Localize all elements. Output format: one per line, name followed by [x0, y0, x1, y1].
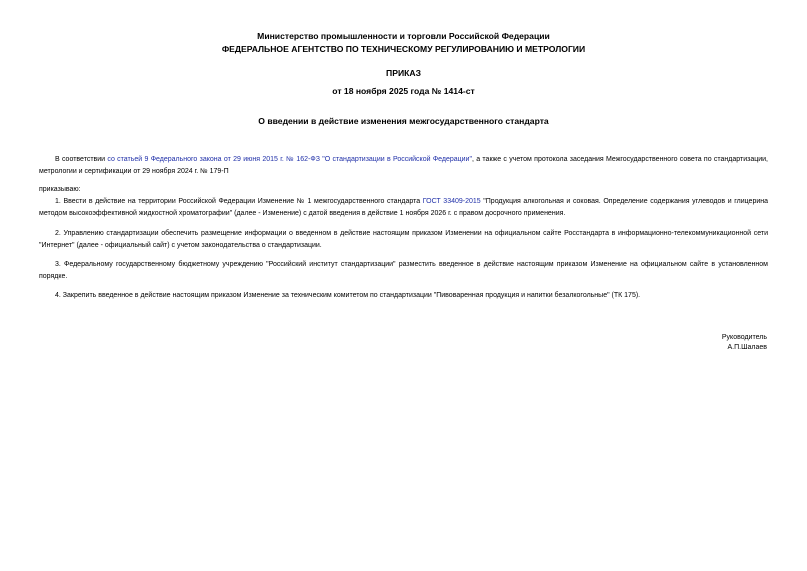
order-item-1: [39, 196, 768, 220]
signatory-position: Руководитель: [721, 334, 767, 341]
intro-suffix: , а также с учетом протокола заседания Межгосударственного совета по стандартизации, метрологии и сертификации от 29 ноября 2024 г. № 179-П: [39, 156, 768, 175]
order-item-4: 4. Закрепить введенное в действие настоящим приказом Изменение за техническим комитетом по стандартизации "Пивоваренная продукция и напитки безалкогольные" (ТК 175).: [55, 292, 641, 299]
ordered-label: приказываю:: [39, 186, 81, 193]
item-1-prefix: 1. Ввести в действие на территории Российской Федерации Изменение № 1 межгосударственного стандарта: [55, 198, 423, 205]
intro-prefix: В соответствии: [55, 156, 108, 163]
document-date-number: от 18 ноября 2025 года № 1414-ст: [332, 86, 475, 96]
ministry-name: Министерство промышленности и торговли Российской Федерации: [257, 31, 550, 41]
signatory-name: А.П.Шалаев: [727, 344, 767, 351]
document-subject: О введении в действие изменения межгосударственного стандарта: [258, 116, 549, 126]
order-item-3: 3. Федеральному государственному бюджетному учреждению "Российский институт стандартизации" разместить введенное в действие настоящим приказом Изменение на официальном сайте в установленном порядке.: [39, 261, 768, 280]
order-item-2: 2. Управлению стандартизации обеспечить размещение информации о введенном в действие настоящим приказом Изменении на официальном сайте Росстандарта в информационно-телекоммуникационной сети "Интернет" (далее - официальный сайт) с учетом законодательства о стандартизации.: [39, 230, 768, 249]
federal-law-link[interactable]: со статьей 9 Федерального закона от 29 июня 2015 г. № 162-ФЗ "О стандартизации в Российской Федерации": [107, 156, 472, 163]
agency-name: ФЕДЕРАЛЬНОЕ АГЕНТСТВО ПО ТЕХНИЧЕСКОМУ РЕГУЛИРОВАНИЮ И МЕТРОЛОГИИ: [221, 44, 586, 54]
gost-standard-link[interactable]: ГОСТ 33409-2015: [422, 198, 481, 205]
intro-paragraph: [39, 154, 768, 178]
item-1-suffix: "Продукция алкогольная и соковая. Определение содержания углеводов и глицерина методом высокоэффективной жидкостной хроматографии" (далее - Изменение) с датой введения в действие 1 ноября 2026 г. с правом досрочного применения.: [39, 198, 768, 217]
document-type: ПРИКАЗ: [386, 68, 421, 78]
